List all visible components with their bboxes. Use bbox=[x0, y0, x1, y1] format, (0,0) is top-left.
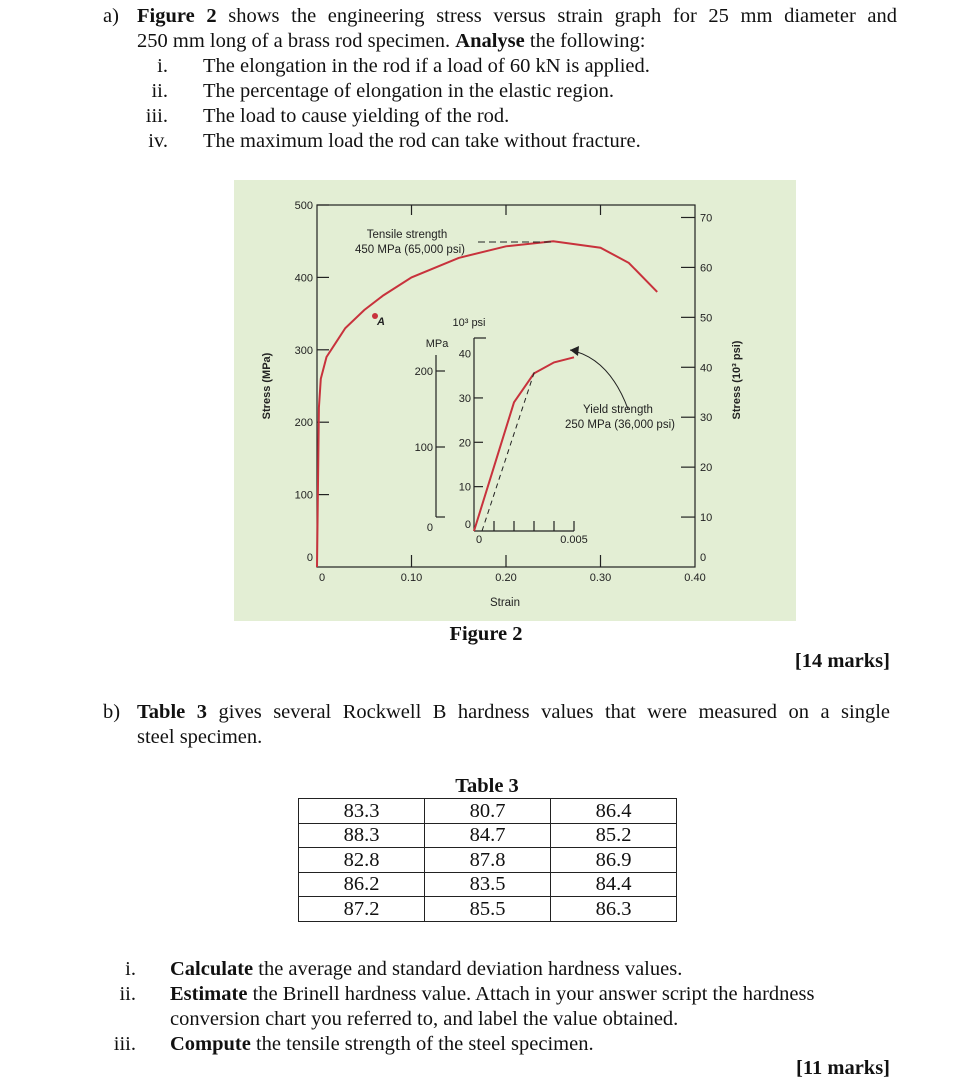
item-rest: the Brinell hardness value. Attach in your answer script the hardness bbox=[247, 983, 815, 1005]
table-cell: 83.3 bbox=[299, 799, 425, 824]
item-number: iv. bbox=[148, 130, 168, 152]
item-text: The maximum load the rod can take without fracture. bbox=[203, 130, 641, 152]
x-tick-label: 0.20 bbox=[495, 572, 517, 584]
question-b-intro-line2: steel specimen. bbox=[137, 726, 263, 748]
y-tick-label: 400 bbox=[294, 272, 313, 285]
analyse-keyword: Analyse bbox=[455, 30, 525, 52]
intro-text: gives several Rockwell B hardness values that were measured on a single bbox=[206, 701, 890, 723]
table-cell: 83.5 bbox=[425, 872, 551, 897]
table-cell: 86.4 bbox=[551, 799, 677, 824]
table-ref: Table 3 bbox=[137, 701, 207, 723]
y2-tick-label: 0 bbox=[700, 552, 707, 564]
figure-caption: Figure 2 bbox=[449, 623, 523, 645]
question-a-letter: a) bbox=[103, 5, 119, 27]
stress-strain-chart bbox=[234, 180, 796, 621]
x-tick-label: 0.40 bbox=[684, 572, 706, 584]
y2-tick-label: 50 bbox=[700, 312, 713, 325]
part-b-marks: [11 marks] bbox=[796, 1057, 890, 1079]
intro-text: shows the engineering stress versus strain graph for 25 mm diameter and bbox=[216, 5, 898, 27]
table-cell: 85.2 bbox=[551, 823, 677, 848]
inset-mpa-unit: MPa bbox=[425, 338, 449, 350]
x-tick-label: 0 bbox=[319, 572, 326, 584]
tensile-strength-label: Tensile strength bbox=[366, 229, 448, 241]
figure-ref: Figure 2 bbox=[137, 5, 217, 27]
inset-mpa-tick-label: 200 bbox=[414, 366, 433, 378]
inset-mpa-tick-label: 0 bbox=[426, 522, 433, 534]
y2-tick-label: 40 bbox=[700, 362, 713, 375]
table-cell: 87.8 bbox=[425, 848, 551, 873]
y-tick-label: 100 bbox=[294, 489, 313, 502]
table-cell: 84.7 bbox=[425, 823, 551, 848]
tensile-strength-value: 450 MPa (65,000 psi) bbox=[355, 244, 465, 256]
inset-x-tick-label: 0 bbox=[476, 534, 483, 546]
item-text: conversion chart you referred to, and label the value obtained. bbox=[170, 1008, 679, 1030]
table-row bbox=[299, 823, 677, 848]
item-keyword: Estimate bbox=[170, 983, 248, 1005]
item-number: i. bbox=[125, 958, 136, 980]
table-row bbox=[299, 872, 677, 897]
item-text bbox=[170, 982, 814, 1007]
item-keyword: Compute bbox=[170, 1033, 251, 1055]
y-tick-label: 500 bbox=[294, 200, 313, 212]
y-tick-label: 0 bbox=[306, 552, 313, 564]
item-text: The percentage of elongation in the elastic region. bbox=[203, 80, 614, 102]
item-number: ii. bbox=[119, 983, 136, 1005]
inset-psi-tick-label: 10 bbox=[458, 481, 471, 494]
yield-strength-value: 250 MPa (36,000 psi) bbox=[565, 419, 675, 431]
inset-psi-unit: 10³ psi bbox=[452, 317, 486, 329]
x-tick-label: 0.10 bbox=[400, 572, 423, 584]
table-cell: 86.9 bbox=[551, 848, 677, 873]
x-tick-label: 0.30 bbox=[589, 572, 612, 584]
table-cell: 80.7 bbox=[425, 799, 551, 824]
table-cell: 85.5 bbox=[425, 897, 551, 922]
item-number: i. bbox=[157, 55, 168, 77]
item-keyword: Calculate bbox=[170, 958, 254, 980]
y2-tick-label: 10 bbox=[700, 512, 713, 525]
table-cell: 88.3 bbox=[299, 823, 425, 848]
figure-2 bbox=[234, 180, 796, 621]
item-text: The load to cause yielding of the rod. bbox=[203, 105, 510, 127]
table-title: Table 3 bbox=[455, 775, 519, 797]
inset-psi-tick-label: 20 bbox=[458, 437, 471, 450]
table-cell: 87.2 bbox=[299, 897, 425, 922]
inset-x-tick-label: 0.005 bbox=[560, 534, 588, 546]
table-row bbox=[299, 799, 677, 824]
item-text bbox=[170, 957, 682, 982]
inset-psi-tick-label: 0 bbox=[464, 519, 471, 531]
table-row bbox=[299, 897, 677, 922]
question-b-intro-line1 bbox=[137, 700, 890, 725]
question-a-intro-line1 bbox=[137, 4, 897, 29]
item-rest: the average and standard deviation hardness values. bbox=[253, 958, 683, 980]
intro-text: the following: bbox=[524, 30, 646, 52]
y-tick-label: 200 bbox=[294, 417, 313, 430]
y2-tick-label: 30 bbox=[700, 412, 713, 425]
intro-text: 250 mm long of a brass rod specimen. bbox=[137, 30, 456, 52]
y-tick-label: 300 bbox=[294, 344, 313, 357]
table-cell: 82.8 bbox=[299, 848, 425, 873]
inset-psi-tick-label: 40 bbox=[458, 348, 471, 361]
part-a-marks: [14 marks] bbox=[794, 650, 890, 672]
item-text bbox=[170, 1032, 594, 1057]
item-number: iii. bbox=[145, 105, 168, 127]
point-a-label: A bbox=[377, 316, 385, 328]
table-cell: 86.2 bbox=[299, 872, 425, 897]
inset-psi-tick-label: 30 bbox=[458, 392, 471, 405]
hardness-table bbox=[298, 798, 677, 922]
table-cell: 84.4 bbox=[551, 872, 677, 897]
item-rest: the tensile strength of the steel specimen. bbox=[250, 1033, 594, 1055]
y2-tick-label: 60 bbox=[700, 262, 713, 275]
table-cell: 86.3 bbox=[551, 897, 677, 922]
y2-tick-label: 70 bbox=[700, 212, 713, 225]
table-row bbox=[299, 848, 677, 873]
question-a-intro-line2 bbox=[137, 29, 645, 54]
item-number: ii. bbox=[151, 80, 168, 102]
item-text: The elongation in the rod if a load of 60 kN is applied. bbox=[203, 55, 650, 77]
yield-strength-label: Yield strength bbox=[583, 404, 653, 416]
y2-axis-label: Stress (10³ psi) bbox=[731, 340, 743, 420]
item-number: iii. bbox=[113, 1033, 136, 1055]
question-b-letter: b) bbox=[103, 701, 121, 723]
y2-tick-label: 20 bbox=[700, 462, 713, 475]
y-axis-label: Stress (MPa) bbox=[261, 352, 273, 420]
inset-mpa-tick-label: 100 bbox=[414, 442, 433, 454]
x-axis-label: Strain bbox=[489, 597, 521, 609]
